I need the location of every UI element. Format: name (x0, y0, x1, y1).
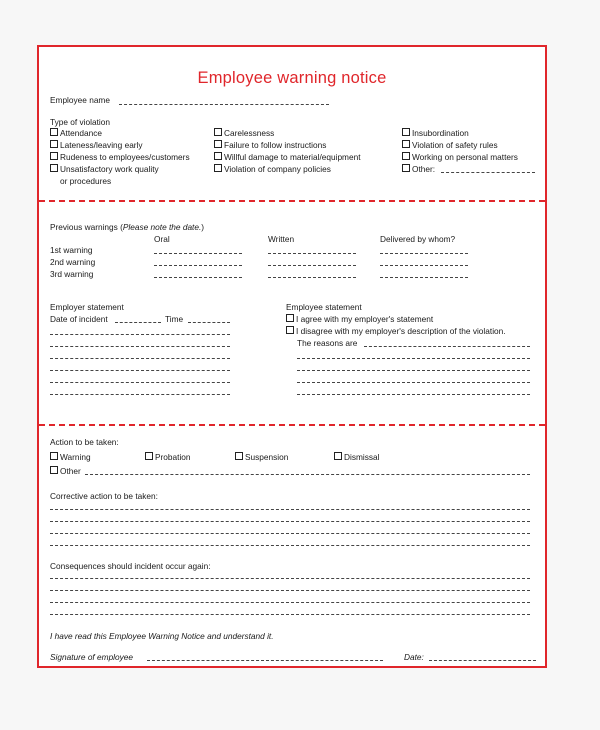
consequences-line[interactable] (50, 590, 530, 591)
checkbox-insubordination[interactable]: Insubordination (402, 128, 469, 139)
section-divider (39, 424, 545, 426)
time-field[interactable] (188, 322, 230, 323)
checkbox-company-policies[interactable]: Violation of company policies (214, 164, 331, 175)
checkbox-icon[interactable] (50, 152, 58, 160)
employer-statement-line[interactable] (50, 346, 230, 347)
checkbox-failure-instructions[interactable]: Failure to follow instructions (214, 140, 326, 151)
corrective-action-line[interactable] (50, 533, 530, 534)
checkbox-icon[interactable] (50, 452, 58, 460)
employee-statement-line[interactable] (297, 394, 530, 395)
checkbox-icon[interactable] (214, 164, 222, 172)
employee-statement-line[interactable] (297, 382, 530, 383)
consequences-line[interactable] (50, 578, 530, 579)
signature-label: Signature of employee (50, 652, 134, 662)
violation-heading: Type of violation (50, 117, 110, 127)
checkbox-icon[interactable] (235, 452, 243, 460)
checkbox-icon[interactable] (50, 140, 58, 148)
col-written: Written (268, 234, 295, 244)
warning-1-delivered-field[interactable] (380, 253, 468, 254)
checkbox-lateness[interactable]: Lateness/leaving early (50, 140, 143, 151)
checkbox-probation[interactable]: Probation (145, 452, 191, 463)
checkbox-disagree[interactable]: I disagree with my employer's description of the violation. (286, 326, 506, 337)
checkbox-icon[interactable] (402, 128, 410, 136)
other-violation-field[interactable] (441, 172, 535, 173)
employee-statement-line[interactable] (297, 370, 530, 371)
checkbox-personal-matters[interactable]: Working on personal matters (402, 152, 518, 163)
date-of-incident-field[interactable] (115, 322, 161, 323)
section-divider (39, 200, 545, 202)
checkbox-suspension[interactable]: Suspension (235, 452, 288, 463)
checkbox-attendance[interactable]: Attendance (50, 128, 102, 139)
corrective-action-label: Corrective action to be taken: (50, 491, 158, 501)
form-title: Employee warning notice (197, 69, 387, 87)
action-heading: Action to be taken: (50, 437, 119, 447)
warning-3-written-field[interactable] (268, 277, 356, 278)
warning-3-oral-field[interactable] (154, 277, 242, 278)
warning-notice-form (37, 45, 547, 668)
reasons-field[interactable] (364, 346, 530, 347)
acknowledgement-text: I have read this Employee Warning Notice and understand it. (50, 631, 274, 641)
checkbox-icon[interactable] (214, 140, 222, 148)
col-delivered-by: Delivered by whom? (380, 234, 456, 244)
warning-2-oral-field[interactable] (154, 265, 242, 266)
checkbox-icon[interactable] (214, 152, 222, 160)
consequences-line[interactable] (50, 614, 530, 615)
checkbox-icon[interactable] (402, 152, 410, 160)
checkbox-icon[interactable] (50, 128, 58, 136)
warning-2-written-field[interactable] (268, 265, 356, 266)
unsatisfactory-work-continued: or procedures (60, 176, 112, 186)
checkbox-icon[interactable] (334, 452, 342, 460)
checkbox-carelessness[interactable]: Carelessness (214, 128, 274, 139)
checkbox-icon[interactable] (402, 164, 410, 172)
consequences-line[interactable] (50, 602, 530, 603)
checkbox-icon[interactable] (50, 164, 58, 172)
checkbox-agree[interactable]: I agree with my employer's statement (286, 314, 433, 325)
checkbox-unsatisfactory-work[interactable]: Unsatisfactory work quality (50, 164, 159, 175)
reasons-label: The reasons are (297, 338, 358, 348)
checkbox-icon[interactable] (286, 314, 294, 322)
col-oral: Oral (154, 234, 170, 244)
checkbox-warning[interactable]: Warning (50, 452, 91, 463)
previous-warnings-heading: Previous warnings (Please note the date.) (50, 222, 205, 232)
consequences-label: Consequences should incident occur again: (50, 561, 211, 571)
date-of-incident-label: Date of incident (50, 314, 108, 324)
checkbox-icon[interactable] (214, 128, 222, 136)
warning-2-delivered-field[interactable] (380, 265, 468, 266)
checkbox-dismissal[interactable]: Dismissal (334, 452, 380, 463)
warning-row-1: 1st warning (50, 245, 93, 255)
employer-statement-line[interactable] (50, 394, 230, 395)
employee-statement-line[interactable] (297, 358, 530, 359)
employer-statement-line[interactable] (50, 370, 230, 371)
employee-statement-heading: Employee statement (286, 302, 362, 312)
warning-row-3: 3rd warning (50, 269, 94, 279)
employer-statement-line[interactable] (50, 334, 230, 335)
employer-statement-heading: Employer statement (50, 302, 124, 312)
employee-name-field[interactable] (119, 104, 329, 105)
corrective-action-line[interactable] (50, 509, 530, 510)
corrective-action-line[interactable] (50, 545, 530, 546)
warning-row-2: 2nd warning (50, 257, 96, 267)
date-label: Date: (404, 652, 424, 662)
employer-statement-line[interactable] (50, 358, 230, 359)
warning-1-written-field[interactable] (268, 253, 356, 254)
other-action-field[interactable] (85, 474, 530, 475)
employer-statement-line[interactable] (50, 382, 230, 383)
time-label: Time (165, 314, 184, 324)
checkbox-rudeness[interactable]: Rudeness to employees/customers (50, 152, 190, 163)
checkbox-other-violation[interactable]: Other: (402, 164, 435, 175)
warning-3-delivered-field[interactable] (380, 277, 468, 278)
checkbox-other-action[interactable]: Other (50, 466, 81, 477)
checkbox-icon[interactable] (402, 140, 410, 148)
checkbox-willful-damage[interactable]: Willful damage to material/equipment (214, 152, 361, 163)
corrective-action-line[interactable] (50, 521, 530, 522)
warning-1-oral-field[interactable] (154, 253, 242, 254)
signature-field[interactable] (147, 660, 383, 661)
date-field[interactable] (429, 660, 536, 661)
checkbox-icon[interactable] (286, 326, 294, 334)
checkbox-icon[interactable] (50, 466, 58, 474)
employee-name-label: Employee name (50, 95, 110, 105)
checkbox-safety-rules[interactable]: Violation of safety rules (402, 140, 498, 151)
checkbox-icon[interactable] (145, 452, 153, 460)
